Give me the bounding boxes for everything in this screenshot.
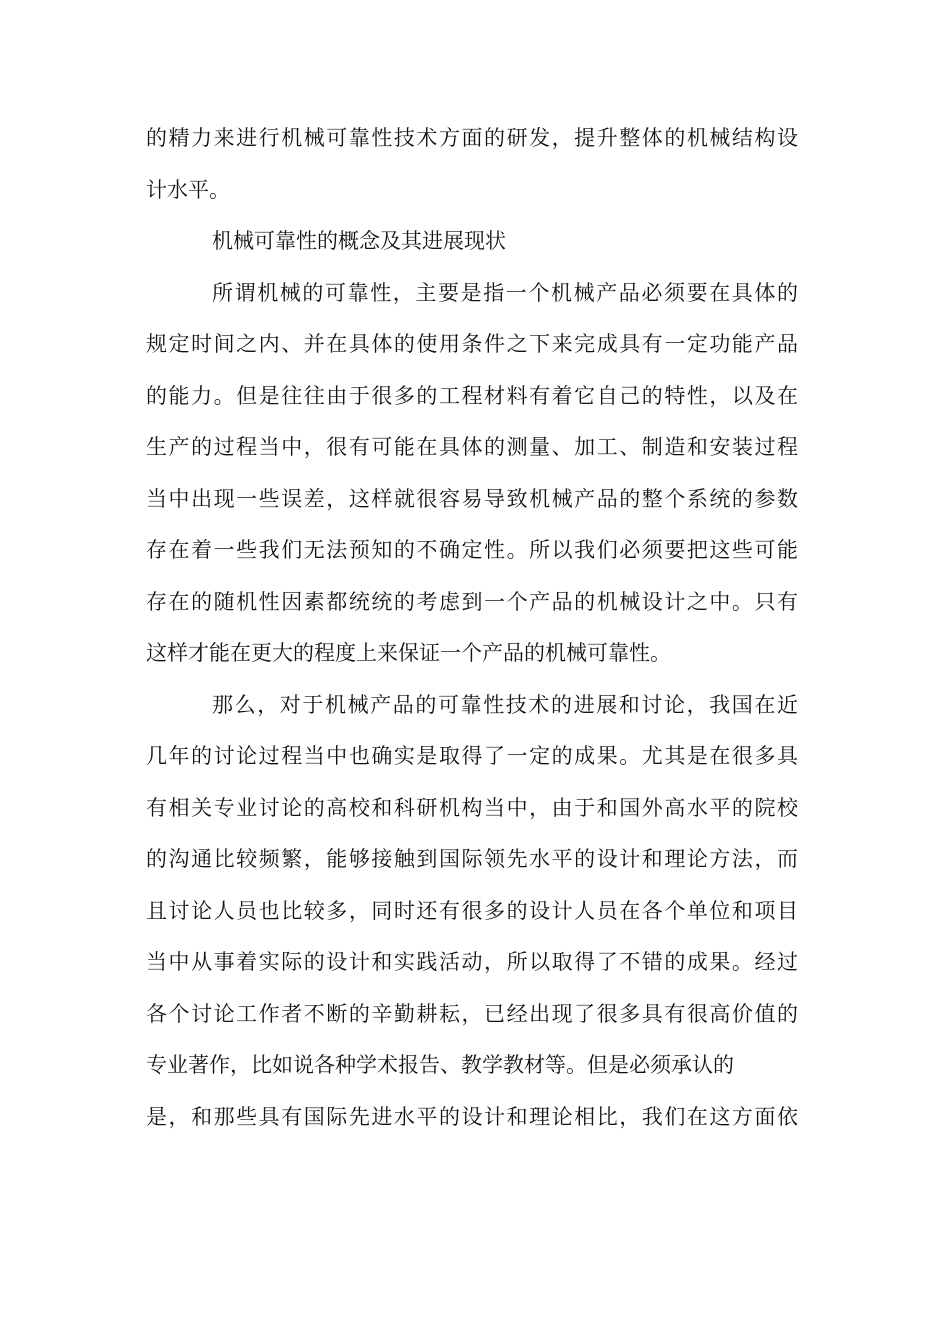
text-line-18: 各个讨论工作者不断的辛勤耕耘，已经出现了很多具有很高价值的 [146, 1001, 798, 1026]
text-line-7: 生产的过程当中，很有可能在具体的测量、加工、制造和安装过程 [146, 435, 798, 459]
text-line-8: 当中出现一些误差，这样就很容易导致机械产品的整个系统的参数 [146, 486, 798, 511]
text-line-15: 的沟通比较频繁，能够接触到国际领先水平的设计和理论方法，而 [146, 847, 798, 871]
text-line-6: 的能力。但是往往由于很多的工程材料有着它自己的特性，以及在 [146, 383, 798, 408]
section-heading: 机械可靠性的概念及其进展现状 [212, 229, 506, 253]
text-line-5: 规定时间之内、并在具体的使用条件之下来完成具有一定功能产品 [146, 332, 798, 356]
text-line-20: 是，和那些具有国际先进水平的设计和理论相比，我们在这方面依 [146, 1104, 798, 1129]
text-line-17: 当中从事着实际的设计和实践活动，所以取得了不错的成果。经过 [146, 950, 798, 974]
text-line-4: 所谓机械的可靠性，主要是指一个机械产品必须要在具体的 [212, 280, 798, 305]
text-line-16: 且讨论人员也比较多，同时还有很多的设计人员在各个单位和项目 [146, 898, 798, 923]
text-line-9: 存在着一些我们无法预知的不确定性。所以我们必须要把这些可能 [146, 538, 798, 562]
document-body [146, 113, 798, 1143]
text-line-2: 计水平。 [146, 177, 230, 202]
text-line-12: 那么，对于机械产品的可靠性技术的进展和讨论，我国在近 [212, 692, 798, 717]
text-line-13: 几年的讨论过程当中也确实是取得了一定的成果。尤其是在很多具 [146, 744, 798, 768]
text-line-14: 有相关专业讨论的高校和科研机构当中，由于和国外高水平的院校 [146, 795, 798, 820]
text-line-1: 的精力来进行机械可靠性技术方面的研发，提升整体的机械结构设 [146, 126, 798, 150]
text-line-19: 专业著作，比如说各种学术报告、教学教材等。但是必须承认的 [146, 1053, 734, 1077]
text-line-11: 这样才能在更大的程度上来保证一个产品的机械可靠性。 [146, 641, 671, 665]
text-line-10: 存在的随机性因素都统统的考虑到一个产品的机械设计之中。只有 [146, 589, 798, 614]
